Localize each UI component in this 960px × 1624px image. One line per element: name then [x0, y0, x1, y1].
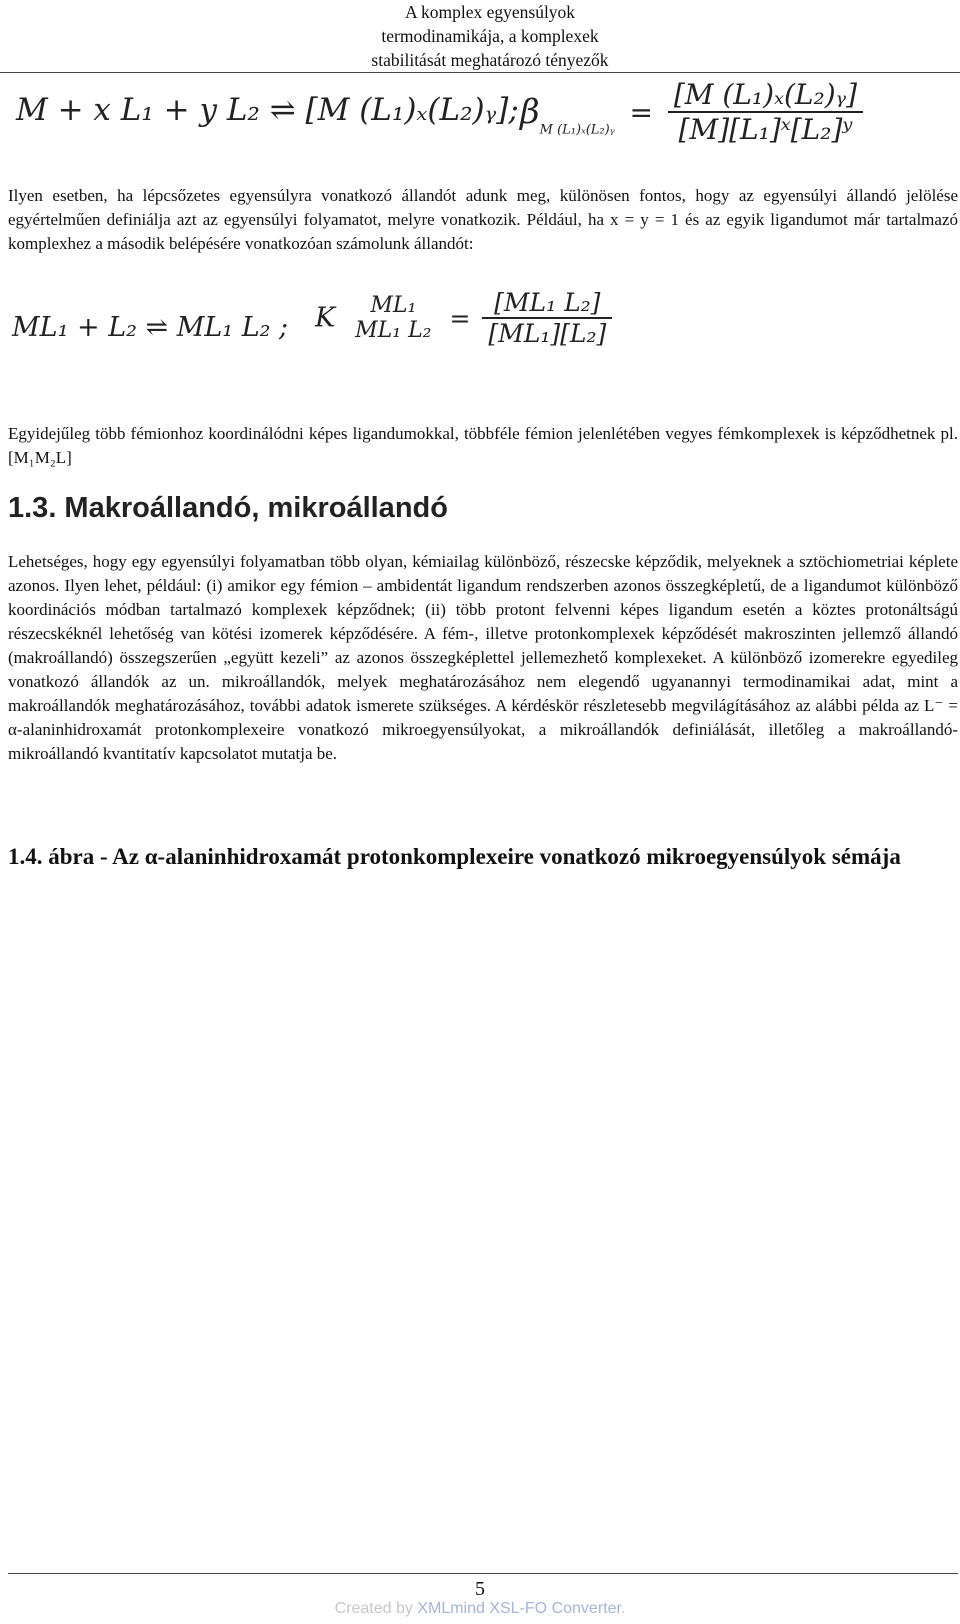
beta-fraction	[668, 78, 863, 146]
k-denominator: [ML₁][L₂]	[488, 319, 607, 348]
k-subscript: ML₁ L₂	[355, 318, 432, 343]
figure-heading: 1.4. ábra - Az α-alaninhidroxamát protonkomplexeire vonatkozó mikroegyensúlyok sémája	[8, 844, 901, 869]
k-numerator: [ML₁ L₂]	[482, 288, 612, 319]
k-fraction	[482, 288, 612, 348]
credit-brand-link[interactable]: XMLmind XSL-FO Converter	[417, 1600, 621, 1617]
header-line-2: termodinamikája, a komplexek	[381, 26, 599, 46]
k-superscript: ML₁	[370, 293, 417, 318]
page-number: 5	[475, 1578, 485, 1600]
section-heading: 1.3. Makroállandó, mikroállandó	[8, 492, 448, 524]
header-line-3: stabilitását meghatározó tényezők	[371, 50, 609, 70]
beta-subscript: M (L₁)ₓ(L₂)ᵧ	[539, 122, 615, 138]
footer-divider	[8, 1573, 958, 1574]
equation-1-reaction-text: M + x L₁ + y L₂ ⇌ [M (L₁)ₓ(L₂)ᵧ];	[16, 92, 519, 128]
equation-2-constant	[315, 288, 612, 348]
equation-1-beta	[520, 78, 863, 146]
header-line-1: A komplex egyensúlyok	[404, 2, 576, 22]
credit-prefix: Created by	[334, 1600, 418, 1617]
k-symbol: K	[315, 302, 336, 334]
beta-symbol: β	[520, 92, 540, 132]
running-header	[0, 0, 960, 73]
k-index	[349, 293, 437, 343]
beta-numerator: [M (L₁)ₓ(L₂)ᵧ]	[668, 78, 863, 113]
footer-credit	[0, 1600, 960, 1618]
credit-suffix: .	[620, 1600, 626, 1617]
equals-sign-2: =	[449, 303, 471, 333]
paragraph-3: Lehetséges, hogy egy egyensúlyi folyamatban több olyan, kémiailag különböző, részecske képződik, melyeknek a sztöchiometriai képlete azonos. Ilyen lehet, például: (i) amikor egy fémion – ambidentát ligandum rendszerben azonos összegképletű, de a ligandumot különböző koordinációs módban tartalmazó komplexek képződnek; (ii) több protont felvenni képes ligandum esetén a köztes protonáltságú részecskéknél lehetőség van kötési izomerek képződésére. A fém-, illetve protonkomplexek képződését makroszinten jellemző állandó (makroállandó) összegszerűen „együtt kezeli” az azonos összegképlettel jellemezhető komplexeket. A különböző izomerekre egyedileg vonatkozó állandók az un. mikroállandók, melyek meghatározásához nem elegendő ugyanannyi termodinamikai adat, mint a makroállandók meghatározásához, további adatok ismerete szükséges. A kérdéskör részletesebb megvilágításához az alábbi példa az L⁻ = α-alaninhidroxamát protonkomplexeire vonatkozó mikroegyensúlyokat, a mikroállandók definiálását, illetőleg a makroállandó-mikroállandó kvantitatív kapcsolatot mutatja be.	[8, 552, 958, 763]
equation-2-reaction	[12, 312, 288, 343]
equals-sign: =	[629, 95, 653, 129]
paragraph-2: Egyidejűleg több fémionhoz koordinálódni képes ligandumokkal, többféle fémion jelenlétében vegyes fémkomplexek is képződhetnek pl. [M₁M₂L]	[8, 424, 958, 467]
equation-2-reaction-text: ML₁ + L₂ ⇌ ML₁ L₂ ;	[12, 312, 289, 343]
paragraph-1: Ilyen esetben, ha lépcsőzetes egyensúlyra vonatkozó állandót adunk meg, különösen fontos, hogy az egyensúlyi állandó jelölése egyértelműen definiálja azt az egyensúlyi folyamatot, melyre vonatkozik. Például, ha x = y = 1 és az egyik ligandumot már tartalmazó komplexhez a második belépésére vonatkozóan számolunk állandót:	[8, 186, 958, 253]
equation-1-reaction	[16, 92, 519, 128]
beta-denominator: [M][L₁]ˣ[L₂]ʸ	[678, 113, 853, 146]
